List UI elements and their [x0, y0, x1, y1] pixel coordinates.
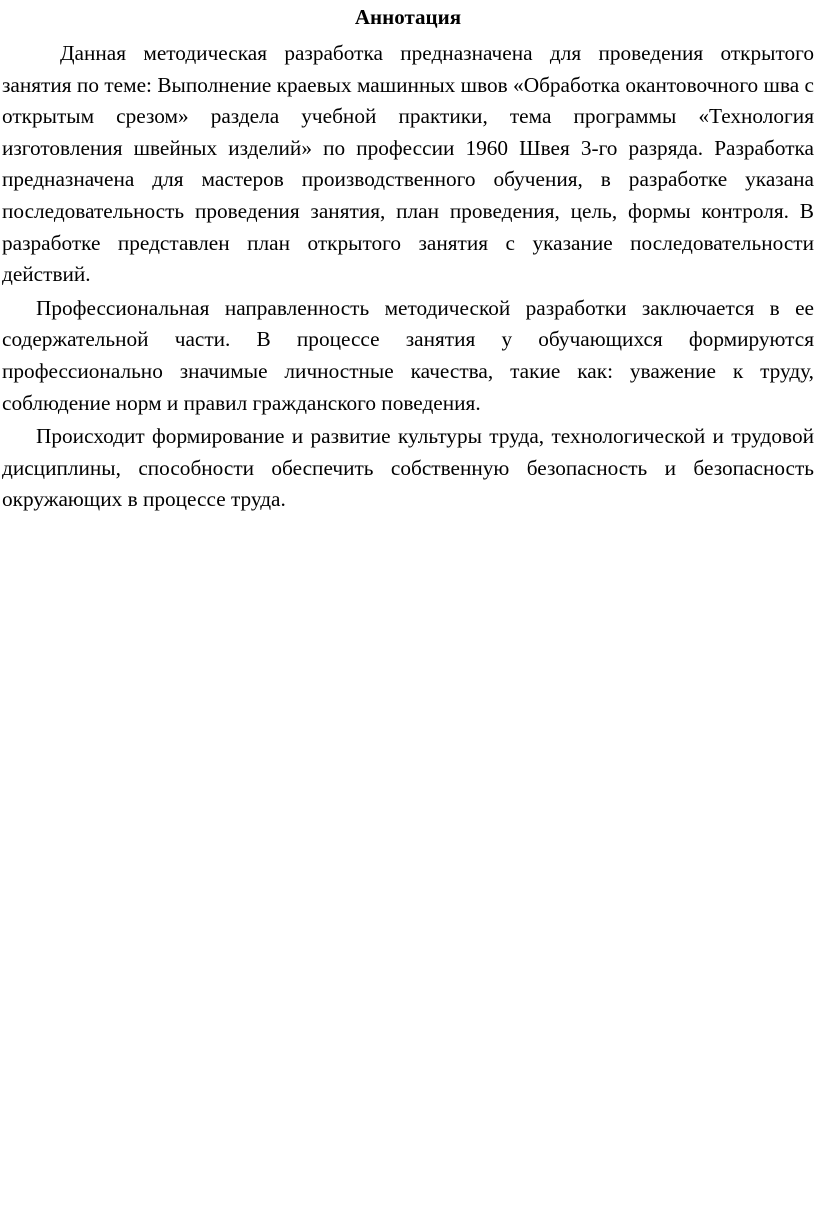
paragraph-professional-focus: Профессиональная направленность методической разработки заключается в ее содержательной части. В процессе занятия у обучающихся формируются профессионально значимые личностные качества, такие как: уважение к труду, соблюдение норм и правил гражданского поведения. — [2, 295, 814, 415]
paragraph-purpose: Данная методическая разработка предназначена для проведения открытого занятия по теме: Выполнение краевых машинных швов «Обработка окантовочного шва с открытым срезом» раздела учебной практики, тема программы «Технология изготовления швейных изделий» по профессии 1960 Швея 3-го разряда. Разработка предназначена для мастеров производственного обучения, в разработке указана последовательность проведения занятия, план проведения, цель, формы контроля. В разработке представлен план открытого занятия с указание последовательности действий. — [2, 41, 814, 287]
paragraph-work-culture: Происходит формирование и развитие культуры труда, технологической и трудовой дисциплины, способности обеспечить собственную безопасность и безопасность окружающих в процессе труда. — [2, 424, 814, 512]
page-title: Аннотация — [354, 5, 462, 29]
